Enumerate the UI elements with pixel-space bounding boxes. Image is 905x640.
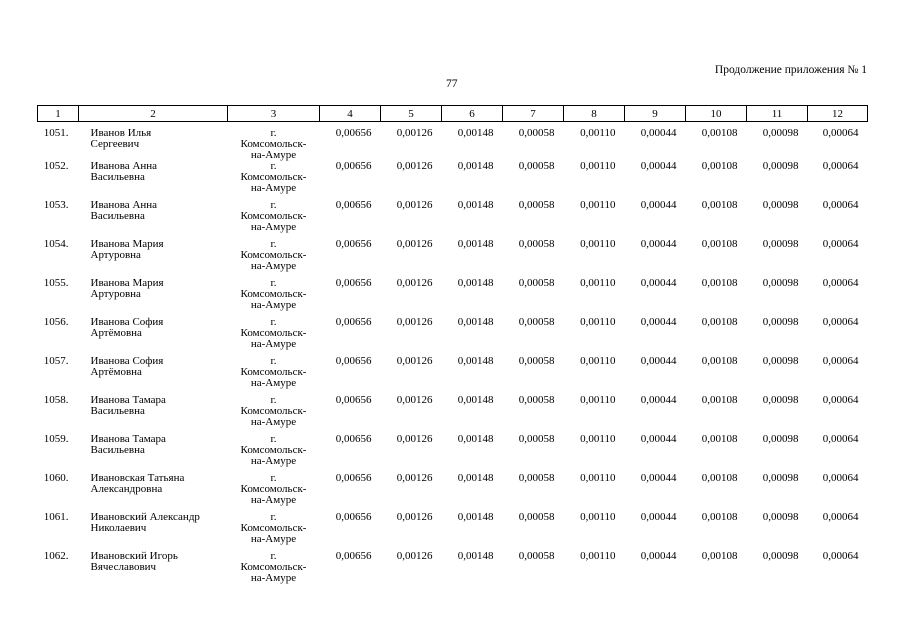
value-cell: 0,00148 bbox=[457, 316, 494, 328]
value-cell: 0,00044 bbox=[640, 550, 677, 562]
value-cell: 0,00064 bbox=[822, 433, 859, 445]
row-number: 1057. bbox=[43, 355, 69, 367]
person-name-line: Николаевич bbox=[90, 522, 147, 534]
value-cell: 0,00126 bbox=[396, 316, 433, 328]
value-cell: 0,00098 bbox=[762, 355, 799, 367]
city-line: на-Амуре bbox=[250, 149, 297, 161]
city-line: Комсомольск- bbox=[240, 171, 307, 183]
city-line: на-Амуре bbox=[250, 299, 297, 311]
value-cell: 0,00148 bbox=[457, 277, 494, 289]
city bbox=[228, 161, 320, 200]
person-name bbox=[79, 434, 228, 473]
person-name-line: Иванова Мария bbox=[90, 277, 164, 289]
column-header-10: 10 bbox=[686, 106, 747, 122]
value-cell: 0,00110 bbox=[580, 277, 616, 289]
value-cell: 0,00098 bbox=[762, 238, 799, 250]
value-cell: 0,00044 bbox=[640, 433, 677, 445]
value-cell: 0,00064 bbox=[822, 199, 859, 211]
value-cell: 0,00126 bbox=[396, 472, 433, 484]
value-cell: 0,00044 bbox=[640, 316, 677, 328]
table-row bbox=[38, 395, 868, 434]
person-name-line: Васильевна bbox=[90, 444, 145, 456]
value-cell: 0,00098 bbox=[762, 511, 799, 523]
value-cell: 0,00148 bbox=[457, 127, 494, 139]
person-name-line: Иванова София bbox=[90, 355, 164, 367]
table-row bbox=[38, 356, 868, 395]
column-header-5: 5 bbox=[381, 106, 442, 122]
city-line: г. bbox=[270, 550, 277, 562]
value-cell: 0,00064 bbox=[822, 394, 859, 406]
table-row bbox=[38, 161, 868, 200]
table-row bbox=[38, 551, 868, 590]
value-cell: 0,00044 bbox=[640, 199, 677, 211]
value-cell: 0,00110 bbox=[580, 127, 616, 139]
value-cell: 0,00126 bbox=[396, 550, 433, 562]
city-line: Комсомольск- bbox=[240, 405, 307, 417]
city-line: на-Амуре bbox=[250, 377, 297, 389]
person-name-line: Артёмовна bbox=[90, 366, 142, 378]
value-cell: 0,00064 bbox=[822, 550, 859, 562]
person-name bbox=[79, 356, 228, 395]
city-line: г. bbox=[270, 355, 277, 367]
value-cell: 0,00148 bbox=[457, 433, 494, 445]
city-line: Комсомольск- bbox=[240, 288, 307, 300]
person-name bbox=[79, 161, 228, 200]
value-cell: 0,00044 bbox=[640, 511, 677, 523]
value-cell: 0,00064 bbox=[822, 316, 859, 328]
value-cell: 0,00098 bbox=[762, 127, 799, 139]
value-cell: 0,00064 bbox=[822, 472, 859, 484]
row-number: 1058. bbox=[43, 394, 69, 406]
person-name-line: Вячеславович bbox=[90, 561, 157, 573]
value-cell: 0,00058 bbox=[518, 433, 555, 445]
value-cell: 0,00148 bbox=[457, 160, 494, 172]
column-header-8: 8 bbox=[564, 106, 625, 122]
value-cell: 0,00058 bbox=[518, 316, 555, 328]
person-name-line: Иванов Илья bbox=[90, 127, 152, 139]
city-line: Комсомольск- bbox=[240, 327, 307, 339]
value-cell: 0,00064 bbox=[822, 238, 859, 250]
city bbox=[228, 122, 320, 162]
column-header-11: 11 bbox=[747, 106, 808, 122]
value-cell: 0,00044 bbox=[640, 472, 677, 484]
value-cell: 0,00148 bbox=[457, 511, 494, 523]
city-line: г. bbox=[270, 511, 277, 523]
value-cell: 0,00656 bbox=[335, 160, 372, 172]
person-name-line: Иванова Тамара bbox=[90, 433, 166, 445]
value-cell: 0,00148 bbox=[457, 199, 494, 211]
city-line: г. bbox=[270, 394, 277, 406]
value-cell: 0,00064 bbox=[822, 277, 859, 289]
column-header-6: 6 bbox=[442, 106, 503, 122]
city bbox=[228, 434, 320, 473]
row-number: 1061. bbox=[43, 511, 69, 523]
value-cell: 0,00148 bbox=[457, 238, 494, 250]
city-line: на-Амуре bbox=[250, 494, 297, 506]
value-cell: 0,00110 bbox=[580, 472, 616, 484]
value-cell: 0,00110 bbox=[580, 199, 616, 211]
value-cell: 0,00110 bbox=[580, 238, 616, 250]
city bbox=[228, 473, 320, 512]
value-cell: 0,00108 bbox=[701, 316, 738, 328]
table-body bbox=[38, 122, 868, 591]
table-row bbox=[38, 434, 868, 473]
city-line: на-Амуре bbox=[250, 416, 297, 428]
person-name-line: Васильевна bbox=[90, 171, 145, 183]
city-line: г. bbox=[270, 316, 277, 328]
value-cell: 0,00656 bbox=[335, 472, 372, 484]
value-cell: 0,00098 bbox=[762, 277, 799, 289]
value-cell: 0,00126 bbox=[396, 127, 433, 139]
value-cell: 0,00058 bbox=[518, 472, 555, 484]
value-cell: 0,00126 bbox=[396, 355, 433, 367]
row-number: 1051. bbox=[43, 127, 69, 139]
person-name-line: Сергеевич bbox=[90, 138, 140, 150]
person-name bbox=[79, 122, 228, 162]
person-name bbox=[79, 473, 228, 512]
person-name-line: Иванова Мария bbox=[90, 238, 164, 250]
value-cell: 0,00148 bbox=[457, 355, 494, 367]
value-cell: 0,00108 bbox=[701, 355, 738, 367]
value-cell: 0,00098 bbox=[762, 550, 799, 562]
value-cell: 0,00656 bbox=[335, 511, 372, 523]
value-cell: 0,00044 bbox=[640, 394, 677, 406]
city-line: Комсомольск- bbox=[240, 249, 307, 261]
row-number: 1056. bbox=[43, 316, 69, 328]
value-cell: 0,00126 bbox=[396, 238, 433, 250]
city-line: Комсомольск- bbox=[240, 210, 307, 222]
value-cell: 0,00110 bbox=[580, 511, 616, 523]
value-cell: 0,00044 bbox=[640, 355, 677, 367]
value-cell: 0,00058 bbox=[518, 394, 555, 406]
value-cell: 0,00108 bbox=[701, 127, 738, 139]
value-cell: 0,00110 bbox=[580, 316, 616, 328]
row-number: 1055. bbox=[43, 277, 69, 289]
value-cell: 0,00058 bbox=[518, 511, 555, 523]
city-line: на-Амуре bbox=[250, 572, 297, 584]
value-cell: 0,00110 bbox=[580, 355, 616, 367]
table-row bbox=[38, 278, 868, 317]
city-line: на-Амуре bbox=[250, 455, 297, 467]
value-cell: 0,00064 bbox=[822, 511, 859, 523]
value-cell: 0,00656 bbox=[335, 355, 372, 367]
appendix-note: Продолжение приложения № 1 bbox=[714, 64, 867, 76]
value-cell: 0,00126 bbox=[396, 199, 433, 211]
city-line: Комсомольск- bbox=[240, 561, 307, 573]
value-cell: 0,00108 bbox=[701, 160, 738, 172]
person-name-line: Иванова Анна bbox=[90, 160, 158, 172]
person-name bbox=[79, 512, 228, 551]
value-cell: 0,00058 bbox=[518, 238, 555, 250]
value-cell: 0,00058 bbox=[518, 127, 555, 139]
column-header-7: 7 bbox=[503, 106, 564, 122]
person-name-line: Васильевна bbox=[90, 210, 145, 222]
value-cell: 0,00058 bbox=[518, 550, 555, 562]
value-cell: 0,00098 bbox=[762, 316, 799, 328]
city bbox=[228, 512, 320, 551]
person-name bbox=[79, 395, 228, 434]
value-cell: 0,00108 bbox=[701, 394, 738, 406]
value-cell: 0,00126 bbox=[396, 511, 433, 523]
column-header-12: 12 bbox=[808, 106, 868, 122]
value-cell: 0,00656 bbox=[335, 277, 372, 289]
city-line: на-Амуре bbox=[250, 533, 297, 545]
value-cell: 0,00064 bbox=[822, 355, 859, 367]
person-name bbox=[79, 278, 228, 317]
value-cell: 0,00110 bbox=[580, 433, 616, 445]
city-line: Комсомольск- bbox=[240, 366, 307, 378]
table-row bbox=[38, 512, 868, 551]
value-cell: 0,00098 bbox=[762, 160, 799, 172]
person-name-line: Артёмовна bbox=[90, 327, 142, 339]
city-line: на-Амуре bbox=[250, 182, 297, 194]
city-line: г. bbox=[270, 238, 277, 250]
table-row bbox=[38, 200, 868, 239]
column-header-9: 9 bbox=[625, 106, 686, 122]
value-cell: 0,00110 bbox=[580, 160, 616, 172]
value-cell: 0,00148 bbox=[457, 550, 494, 562]
person-name-line: Александровна bbox=[90, 483, 163, 495]
person-name-line: Иванова София bbox=[90, 316, 164, 328]
city-line: г. bbox=[270, 433, 277, 445]
city bbox=[228, 278, 320, 317]
person-name-line: Ивановский Игорь bbox=[90, 550, 178, 562]
value-cell: 0,00148 bbox=[457, 472, 494, 484]
value-cell: 0,00126 bbox=[396, 160, 433, 172]
person-name-line: Иванова Тамара bbox=[90, 394, 166, 406]
row-number: 1052. bbox=[43, 160, 69, 172]
city-line: на-Амуре bbox=[250, 338, 297, 350]
value-cell: 0,00098 bbox=[762, 199, 799, 211]
value-cell: 0,00064 bbox=[822, 160, 859, 172]
value-cell: 0,00656 bbox=[335, 127, 372, 139]
value-cell: 0,00656 bbox=[335, 238, 372, 250]
value-cell: 0,00044 bbox=[640, 238, 677, 250]
value-cell: 0,00044 bbox=[640, 277, 677, 289]
value-cell: 0,00058 bbox=[518, 199, 555, 211]
value-cell: 0,00126 bbox=[396, 433, 433, 445]
city-line: г. bbox=[270, 199, 277, 211]
column-header-4: 4 bbox=[320, 106, 381, 122]
value-cell: 0,00098 bbox=[762, 394, 799, 406]
value-cell: 0,00108 bbox=[701, 433, 738, 445]
person-name-line: Артуровна bbox=[90, 288, 141, 300]
person-name bbox=[79, 200, 228, 239]
value-cell: 0,00656 bbox=[335, 199, 372, 211]
column-header-3: 3 bbox=[228, 106, 320, 122]
value-cell: 0,00110 bbox=[580, 394, 616, 406]
city-line: Комсомольск- bbox=[240, 444, 307, 456]
value-cell: 0,00656 bbox=[335, 316, 372, 328]
row-number: 1053. bbox=[43, 199, 69, 211]
column-header-1: 1 bbox=[38, 106, 79, 122]
city bbox=[228, 200, 320, 239]
value-cell: 0,00148 bbox=[457, 394, 494, 406]
city-line: Комсомольск- bbox=[240, 522, 307, 534]
value-cell: 0,00108 bbox=[701, 199, 738, 211]
value-cell: 0,00098 bbox=[762, 472, 799, 484]
person-name-line: Васильевна bbox=[90, 405, 145, 417]
page-number: 77 bbox=[446, 78, 458, 90]
city bbox=[228, 317, 320, 356]
value-cell: 0,00108 bbox=[701, 511, 738, 523]
value-cell: 0,00058 bbox=[518, 277, 555, 289]
data-table bbox=[37, 105, 868, 590]
person-name-line: Иванова Анна bbox=[90, 199, 158, 211]
city-line: на-Амуре bbox=[250, 260, 297, 272]
value-cell: 0,00108 bbox=[701, 277, 738, 289]
person-name bbox=[79, 317, 228, 356]
value-cell: 0,00108 bbox=[701, 238, 738, 250]
value-cell: 0,00126 bbox=[396, 277, 433, 289]
row-number: 1062. bbox=[43, 550, 69, 562]
value-cell: 0,00656 bbox=[335, 433, 372, 445]
city-line: Комсомольск- bbox=[240, 138, 307, 150]
city-line: Комсомольск- bbox=[240, 483, 307, 495]
value-cell: 0,00110 bbox=[580, 550, 616, 562]
city-line: г. bbox=[270, 472, 277, 484]
person-name-line: Ивановский Александр bbox=[90, 511, 200, 523]
city bbox=[228, 356, 320, 395]
person-name-line: Артуровна bbox=[90, 249, 141, 261]
value-cell: 0,00058 bbox=[518, 160, 555, 172]
city bbox=[228, 551, 320, 590]
city-line: на-Амуре bbox=[250, 221, 297, 233]
table-header-row bbox=[38, 106, 868, 122]
city bbox=[228, 239, 320, 278]
table-row bbox=[38, 122, 868, 162]
table-row bbox=[38, 473, 868, 512]
row-number: 1059. bbox=[43, 433, 69, 445]
value-cell: 0,00656 bbox=[335, 550, 372, 562]
city bbox=[228, 395, 320, 434]
value-cell: 0,00126 bbox=[396, 394, 433, 406]
person-name bbox=[79, 551, 228, 590]
person-name bbox=[79, 239, 228, 278]
city-line: г. bbox=[270, 160, 277, 172]
table-row bbox=[38, 317, 868, 356]
value-cell: 0,00058 bbox=[518, 355, 555, 367]
value-cell: 0,00098 bbox=[762, 433, 799, 445]
value-cell: 0,00656 bbox=[335, 394, 372, 406]
person-name-line: Ивановская Татьяна bbox=[90, 472, 185, 484]
row-number: 1054. bbox=[43, 238, 69, 250]
value-cell: 0,00064 bbox=[822, 127, 859, 139]
row-number: 1060. bbox=[43, 472, 69, 484]
table-row bbox=[38, 239, 868, 278]
value-cell: 0,00044 bbox=[640, 127, 677, 139]
value-cell: 0,00108 bbox=[701, 472, 738, 484]
value-cell: 0,00044 bbox=[640, 160, 677, 172]
value-cell: 0,00108 bbox=[701, 550, 738, 562]
column-header-2: 2 bbox=[79, 106, 228, 122]
city-line: г. bbox=[270, 277, 277, 289]
city-line: г. bbox=[270, 127, 277, 139]
